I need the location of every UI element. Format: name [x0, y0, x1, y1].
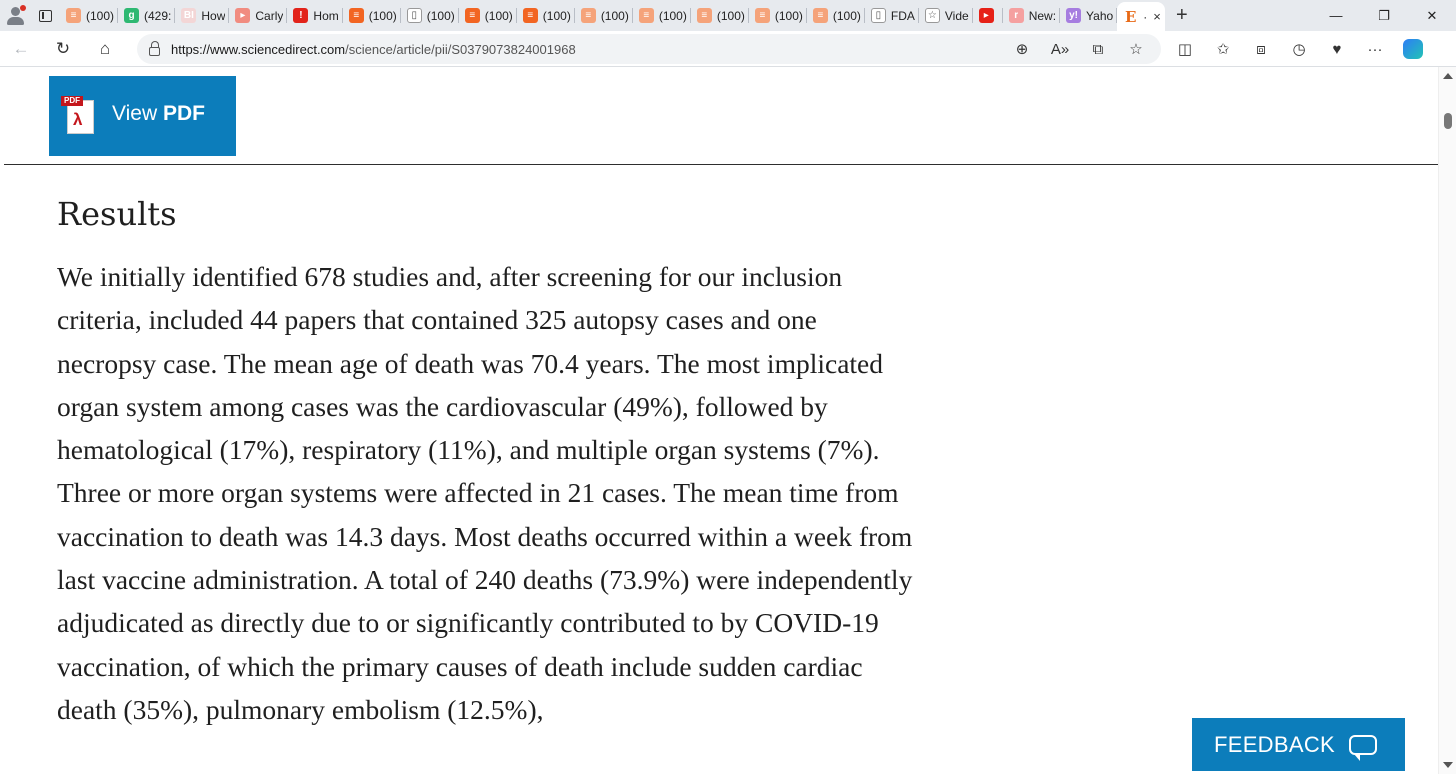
- tab-title: Carly: [255, 8, 284, 23]
- browser-tab[interactable]: [343, 0, 401, 31]
- substack-icon: ≡: [697, 8, 712, 23]
- browser-tab[interactable]: [175, 0, 229, 31]
- section-divider: [4, 164, 1438, 165]
- url-host: https://www.sciencedirect.com: [171, 41, 346, 57]
- tab-title: Hom: [313, 8, 339, 23]
- profile-avatar-icon[interactable]: [0, 0, 30, 31]
- vertical-scrollbar[interactable]: [1438, 67, 1456, 774]
- g-icon: g: [124, 8, 139, 23]
- favorites-icon[interactable]: ✩: [1216, 41, 1230, 58]
- back-icon[interactable]: ←: [12, 38, 30, 58]
- tab-title: (100): [600, 8, 629, 23]
- feedback-label: FEEDBACK: [1214, 731, 1335, 757]
- substack-icon: ≡: [581, 8, 596, 23]
- pdf-badge: PDF: [61, 96, 83, 106]
- tab-title: Vide: [944, 8, 969, 23]
- tab-actions-menu-icon[interactable]: [30, 0, 60, 31]
- active-tab[interactable]: [1117, 2, 1165, 31]
- tab-title: (100): [86, 8, 115, 23]
- history-icon[interactable]: ◷: [1292, 41, 1306, 58]
- substack-icon: ≡: [66, 8, 81, 23]
- refresh-icon[interactable]: ↻: [55, 38, 71, 58]
- tab-title: (100): [716, 8, 745, 23]
- address-bar[interactable]: [137, 34, 1161, 64]
- feedback-button[interactable]: [1192, 718, 1405, 771]
- browser-tab[interactable]: [973, 0, 1003, 31]
- tab-title: (100): [484, 8, 513, 23]
- tab-title: Yaho: [1086, 8, 1114, 23]
- tab-strip: [0, 0, 1456, 31]
- close-window-button[interactable]: ✕: [1426, 7, 1438, 23]
- substack-icon: ≡: [465, 8, 480, 23]
- substack-icon: ≡: [639, 8, 654, 23]
- favorite-star-icon[interactable]: ☆: [1129, 41, 1143, 58]
- window-controls: [1312, 0, 1456, 31]
- browser-tab[interactable]: [401, 0, 459, 31]
- tab-title: (100): [542, 8, 571, 23]
- tab-title: (100): [658, 8, 687, 23]
- page-icon: ▯: [407, 8, 422, 23]
- yahoo-icon: y!: [1066, 8, 1081, 23]
- youtube-icon: ▸: [235, 8, 250, 23]
- tab-title: New:: [1028, 8, 1057, 23]
- lock-icon[interactable]: [137, 43, 171, 56]
- page-icon: ▯: [871, 8, 886, 23]
- home-icon[interactable]: ⌂: [99, 38, 111, 58]
- copilot-icon[interactable]: [1403, 39, 1423, 59]
- results-paragraph: We initially identified 678 studies and, after screening for our inclusion criteria, included 44 papers that contained 325 autopsy cases and one necropsy case. The mean age of death was 70.4 years. The most implicated organ system among cases was the cardiovascular (49%), followed by hematological (17%), respiratory (11%), and multiple organ systems (7%). Three or more organ systems were affected in 21 cases. The mean time from vaccination to death was 14.3 days. Most deaths occurred within a week from last vaccine administration. A total of 240 deaths (73.9%) were independently adjudicated as directly due to or significantly contributed to by COVID-19 vaccination, of which the primary causes of death include sudden cardiac death (35%), pulmonary embolism (12.5%),: [57, 261, 913, 725]
- substack-icon: ≡: [813, 8, 828, 23]
- browser-tab[interactable]: [575, 0, 633, 31]
- tab-title: How: [201, 8, 226, 23]
- active-tab-favicon-icon: E: [1124, 7, 1137, 26]
- browser-tab[interactable]: [807, 0, 865, 31]
- section-heading: Results: [57, 195, 177, 233]
- address-bar-actions: [1003, 34, 1155, 64]
- tab-list: [60, 0, 1117, 31]
- browser-tab[interactable]: [1060, 0, 1117, 31]
- browser-tab[interactable]: [749, 0, 807, 31]
- pdf-icon: PDF λ: [61, 96, 95, 136]
- youtube-audio-icon: ▸: [979, 8, 994, 23]
- browser-tab[interactable]: [229, 0, 287, 31]
- app-install-icon[interactable]: ⧉: [1092, 40, 1104, 58]
- browser-tab[interactable]: [287, 0, 342, 31]
- zoom-icon[interactable]: ⊕: [1015, 41, 1029, 58]
- browser-tab[interactable]: [633, 0, 691, 31]
- view-pdf-button[interactable]: [49, 76, 236, 156]
- more-menu-icon[interactable]: ···: [1367, 40, 1383, 58]
- browser-tab[interactable]: [919, 0, 973, 31]
- browser-toolbar: [0, 31, 1456, 67]
- bi-icon: BI: [181, 8, 196, 23]
- substack-icon: ≡: [755, 8, 770, 23]
- browser-tab[interactable]: [865, 0, 919, 31]
- new-tab-button[interactable]: +: [1175, 4, 1188, 26]
- pdf-label: PDF: [162, 102, 205, 125]
- collections-icon[interactable]: ⧈: [1256, 40, 1266, 58]
- tab-title: FDA: [890, 8, 915, 23]
- browser-tab[interactable]: [459, 0, 517, 31]
- close-tab-icon[interactable]: ×: [1153, 9, 1161, 24]
- view-pdf-label: [112, 102, 205, 126]
- minimize-button[interactable]: —: [1329, 8, 1343, 23]
- restore-button[interactable]: ❐: [1378, 7, 1390, 23]
- browser-tab[interactable]: [118, 0, 175, 31]
- tab-title: (429:: [144, 8, 172, 23]
- url-text[interactable]: [171, 42, 576, 57]
- split-screen-icon[interactable]: ◫: [1177, 41, 1193, 58]
- browser-tab[interactable]: [517, 0, 575, 31]
- browser-tab[interactable]: [691, 0, 749, 31]
- browser-extensions: [1166, 34, 1423, 64]
- browser-tab[interactable]: [1003, 0, 1060, 31]
- extension-icon[interactable]: ♥: [1332, 40, 1342, 58]
- tab-title: (100): [774, 8, 803, 23]
- tab-title: (100): [368, 8, 397, 23]
- scroll-thumb[interactable]: [1444, 113, 1452, 129]
- read-aloud-icon[interactable]: A»: [1050, 40, 1070, 58]
- url-path: /science/article/pii/S0379073824001968: [345, 41, 576, 57]
- bookmark-red-icon: !: [293, 8, 308, 23]
- view-label: View: [112, 102, 158, 125]
- news-icon: r: [1009, 8, 1024, 23]
- tab-title: (100): [832, 8, 861, 23]
- chat-bubble-icon: [1349, 735, 1377, 755]
- scroll-down-icon[interactable]: [1443, 762, 1453, 768]
- active-tab-title: ·: [1143, 9, 1148, 24]
- scroll-up-icon[interactable]: [1443, 73, 1453, 79]
- browser-tab[interactable]: [60, 0, 118, 31]
- tab-title: (100): [426, 8, 455, 23]
- article-content: [0, 67, 1438, 774]
- substack-icon: ≡: [349, 8, 364, 23]
- star-icon: ☆: [925, 8, 940, 23]
- substack-icon: ≡: [523, 8, 538, 23]
